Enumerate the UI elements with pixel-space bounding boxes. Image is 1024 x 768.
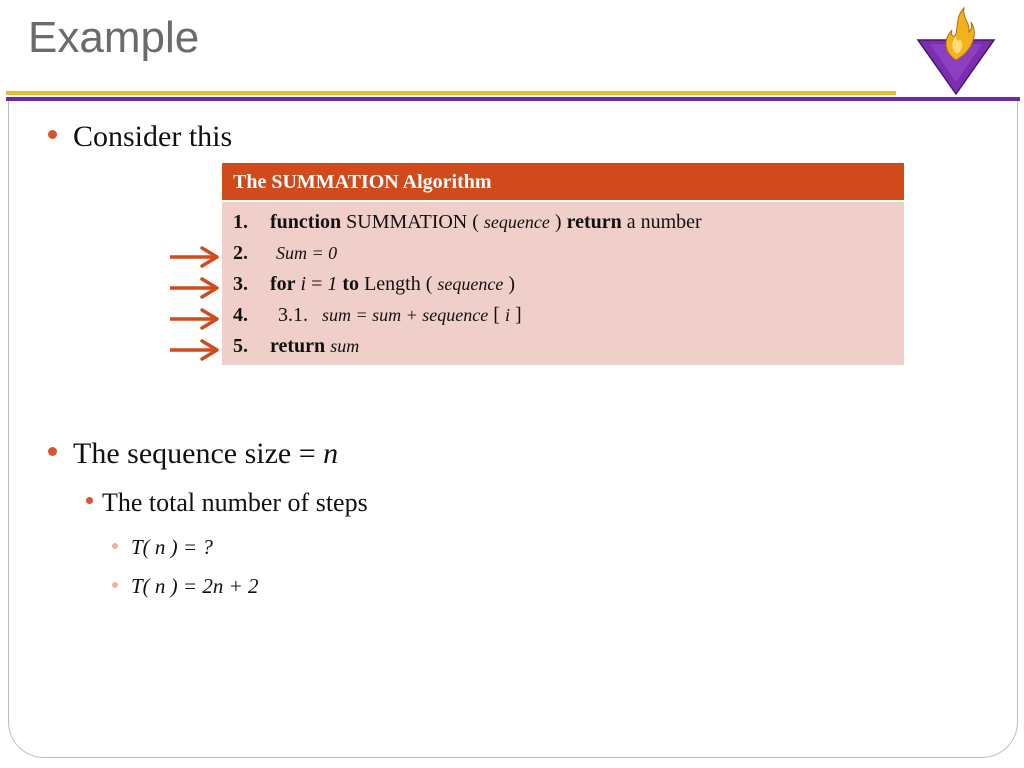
bullet-total-steps	[86, 488, 368, 518]
line-number: 3.	[233, 273, 248, 295]
loop-var: i	[300, 273, 307, 295]
line-number: 2.	[233, 242, 248, 264]
bullet-dot	[48, 447, 57, 456]
line-text: a number	[621, 211, 702, 233]
keyword-to: to	[342, 273, 360, 295]
bullet-t-unknown-text: T( n ) = ?	[131, 535, 213, 559]
loop-start: 1	[327, 273, 338, 295]
purple-title-rule	[6, 97, 1020, 101]
line-number: 4.	[233, 304, 248, 326]
return-value: sum	[330, 336, 360, 356]
bullet-sequence-size	[48, 437, 338, 471]
index-var: i	[504, 305, 510, 325]
sum-update-expression: sum = sum + sequence	[322, 305, 489, 325]
bullet-dot	[112, 582, 118, 588]
keyword-return: return	[566, 211, 622, 233]
bullet-consider-text: Consider this	[73, 120, 233, 153]
algorithm-table-header: The SUMMATION Algorithm	[222, 163, 904, 202]
algorithm-line-1	[233, 207, 904, 238]
right-arrow-icon	[170, 277, 222, 299]
slide-title: Example	[28, 13, 200, 62]
keyword-function: function	[270, 211, 342, 233]
line-text: =	[306, 273, 328, 295]
right-arrow-icon	[170, 246, 222, 268]
variable-n: n	[323, 437, 339, 470]
line-number: 5.	[233, 335, 248, 357]
bullet-sequence-size-text: The sequence size =	[73, 437, 324, 470]
line-text: ]	[509, 304, 522, 326]
bullet-dot	[112, 543, 118, 549]
bullet-dot	[48, 130, 57, 139]
bullet-t-result-text: T( n ) = 2n + 2	[131, 574, 259, 598]
line-text: [	[488, 304, 505, 326]
algorithm-line-4	[233, 300, 904, 331]
line-text: )	[503, 273, 516, 295]
algorithm-table-body	[222, 202, 904, 365]
line-number: 1.	[233, 211, 248, 233]
algorithm-line-2	[233, 238, 904, 269]
line-text: )	[549, 211, 567, 233]
bullet-dot	[86, 497, 93, 504]
flame-logo-icon	[916, 2, 996, 98]
algorithm-table	[222, 163, 904, 365]
param-sequence: sequence	[483, 212, 550, 232]
bullet-consider	[48, 120, 232, 154]
bullet-t-result	[112, 574, 259, 599]
algorithm-line-5	[233, 331, 904, 362]
sum-init-expression: Sum = 0	[276, 243, 338, 263]
algorithm-line-3	[233, 269, 904, 300]
right-arrow-icon	[170, 308, 222, 330]
sub-step-number: 3.1.	[278, 304, 308, 326]
keyword-for: for	[270, 273, 296, 295]
keyword-return: return	[270, 335, 326, 357]
bullet-t-unknown	[112, 535, 213, 560]
line-text: SUMMATION (	[341, 211, 484, 233]
param-sequence: sequence	[437, 274, 504, 294]
line-text: Length (	[359, 273, 438, 295]
right-arrow-icon	[170, 339, 222, 361]
bullet-total-steps-text: The total number of steps	[102, 488, 368, 517]
gold-title-rule	[6, 91, 896, 95]
